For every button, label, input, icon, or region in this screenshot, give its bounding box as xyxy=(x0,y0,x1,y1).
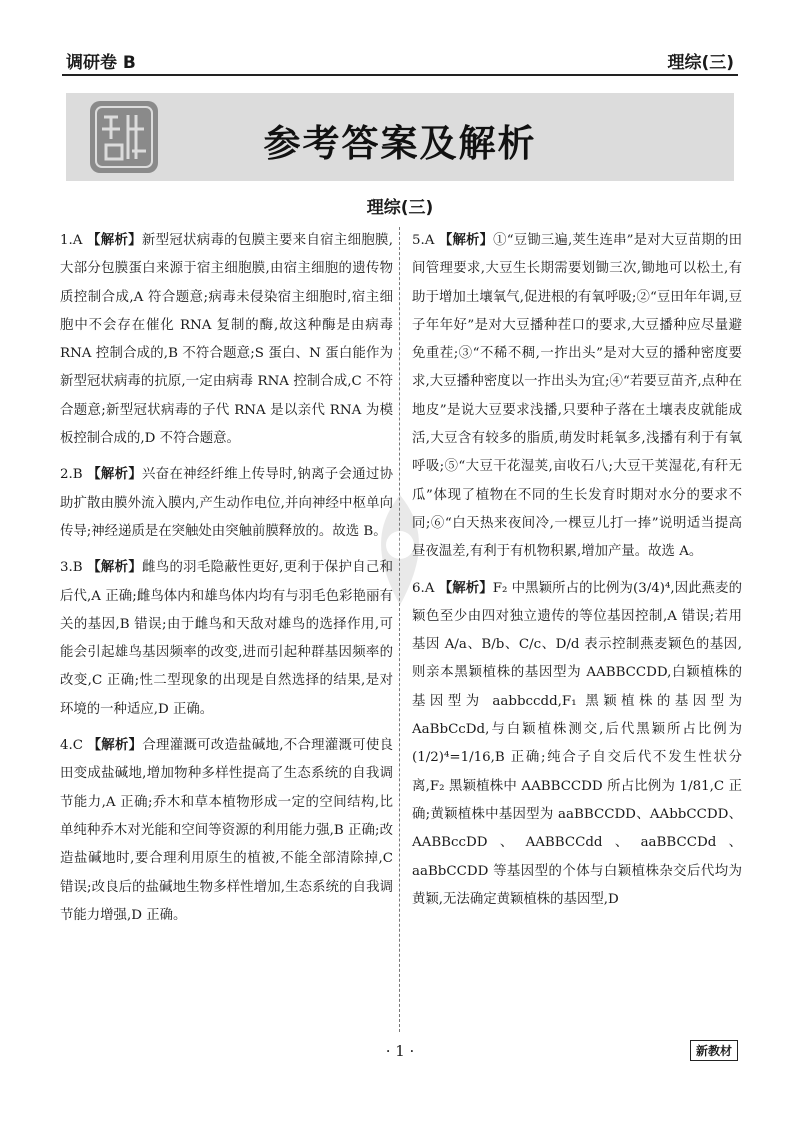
answer-item-5 xyxy=(412,227,742,567)
answer-number: 1.A xyxy=(60,233,83,248)
running-header xyxy=(62,44,738,76)
analysis-tag: 【解析】 xyxy=(438,233,494,248)
answer-item-6 xyxy=(412,575,742,915)
answer-number: 2.B xyxy=(60,467,83,483)
answer-item-2 xyxy=(60,461,393,546)
page-number: · 1 · xyxy=(385,1042,415,1060)
header-right: 理综(三) xyxy=(667,53,734,73)
answer-number: 4.C xyxy=(60,738,84,754)
answer-text: 合理灌溉可改造盐碱地,不合理灌溉可使良田变成盐碱地,增加物种多样性提高了生态系统的自我调节能力,A 正确;乔木和草本植物形成一定的空间结构,比单纯种乔木对光能和空间等资源的利用能力强,B 正确;改造盐碱地时,要合理利用原生的植被,不能全部清除掉,C 错误;改良后的盐碱地生物多样性增加,生态系统的自我调节能力增强,D 正确。 xyxy=(60,738,394,923)
column-divider xyxy=(399,227,400,1032)
edition-badge: 新教材 xyxy=(690,1040,738,1061)
right-column xyxy=(412,227,742,922)
answer-text: 新型冠状病毒的包膜主要来自宿主细胞膜,大部分包膜蛋白来源于宿主细胞膜,由宿主细胞的遗传物质控制合成,A 符合题意;病毒未侵染宿主细胞时,宿主细胞中不会存在催化 RNA 复制的酶,故这种酶是由病毒 RNA 控制合成的,B 不符合题意;S 蛋白、N 蛋白能作为新型冠状病毒的抗原,一定由病毒 RNA 控制合成,C 不符合题意;新型冠状病毒的子代 RNA 是以亲代 RNA 为模板控制合成的,D 不符合题意。 xyxy=(60,233,394,447)
analysis-tag: 【解析】 xyxy=(87,560,143,576)
analysis-tag: 【解析】 xyxy=(87,233,142,248)
analysis-tag: 【解析】 xyxy=(438,580,493,596)
answer-item-1 xyxy=(60,227,393,453)
banner-title: 参考答案及解析 xyxy=(263,122,537,165)
answer-text: ①“豆锄三遍,荚生连串”是对大豆苗期的田间管理要求,大豆生长期需要划锄三次,锄地可以松土,有助于增加土壤氧气,促进根的有氧呼吸;②“豆田年年调,豆子年年好”是对大豆播种茬口的要求,大豆播种应尽量避免重茬;③“不稀不稠,一拃出头”是对大豆的播种密度要求,大豆播种密度以一拃出头为宜;④“若要豆苗齐,点种在地皮”是说大豆要求浅播,只要种子落在土壤表皮就能成活,大豆含有较多的脂质,萌发时耗氧多,浅播有利于有氧呼吸;⑤“大豆干花湿荚,亩收石八;大豆干荚湿花,有秆无瓜”体现了植物在不同的生长发育时期对水分的要求不同;⑥“白天热来夜间冷,一棵豆儿打一捧”说明适当提高昼夜温差,有利于有机物积累,增加产量。故选 A。 xyxy=(412,233,742,560)
section-subtitle: 理综(三) xyxy=(366,198,434,218)
header-left: 调研卷 B xyxy=(66,53,136,73)
answer-text: 兴奋在神经纤维上传导时,钠离子会通过协助扩散由膜外流入膜内,产生动作电位,并向神经中枢单向传导;神经递质是在突触处由突触前膜释放的。故选 B。 xyxy=(60,467,393,539)
answer-item-4 xyxy=(60,732,393,930)
answer-number: 5.A xyxy=(412,233,435,248)
analysis-tag: 【解析】 xyxy=(87,738,143,754)
answer-number: 6.A xyxy=(412,580,435,596)
answer-item-3 xyxy=(60,554,393,724)
answer-text: 雌鸟的羽毛隐蔽性更好,更利于保护自己和后代,A 正确;雌鸟体内和雄鸟体内均有与羽毛色彩艳丽有关的基因,B 错误;由于雌鸟和天敌对雄鸟的选择作用,可能会引起雄鸟基因频率的改变,进而引起种群基因频率的改变,C 正确;性二型现象的出现是自然选择的结果,是对环境的一种适应,D 正确。 xyxy=(60,560,393,717)
answer-number: 3.B xyxy=(60,560,83,576)
left-column xyxy=(60,227,393,938)
title-banner xyxy=(66,93,734,181)
analysis-tag: 【解析】 xyxy=(87,467,143,483)
answer-text: F₂ 中黑颖所占的比例为(3/4)⁴,因此燕麦的颖色至少由四对独立遗传的等位基因控制,A 错误;若用基因 A/a、B/b、C/c、D/d 表示控制燕麦颖色的基因,则亲本黑颖植株的基因型为 AABBCCDD,白颖植株的基因型为 aabbccdd,F₁ 黑颖植株的基因型为 AaBbCcDd,与白颖植株测交,后代黑颖所占比例为(1/2)⁴=1/16,B 正确;纯合子自交后代不发生性状分离,F₂ 黑颖植株中 AABBCCDD 所占比例为 1/81,C 正确;黄颖植株中基因型为 aaBBCCDD、AAbbCCDD、AABBccDD、AABBCCdd、aaBBCCDd、aaBbCCDD 等基因型的个体与白颖植株杂交后代均为黄颖,无法确定黄颖植株的基因型,D xyxy=(412,580,742,907)
